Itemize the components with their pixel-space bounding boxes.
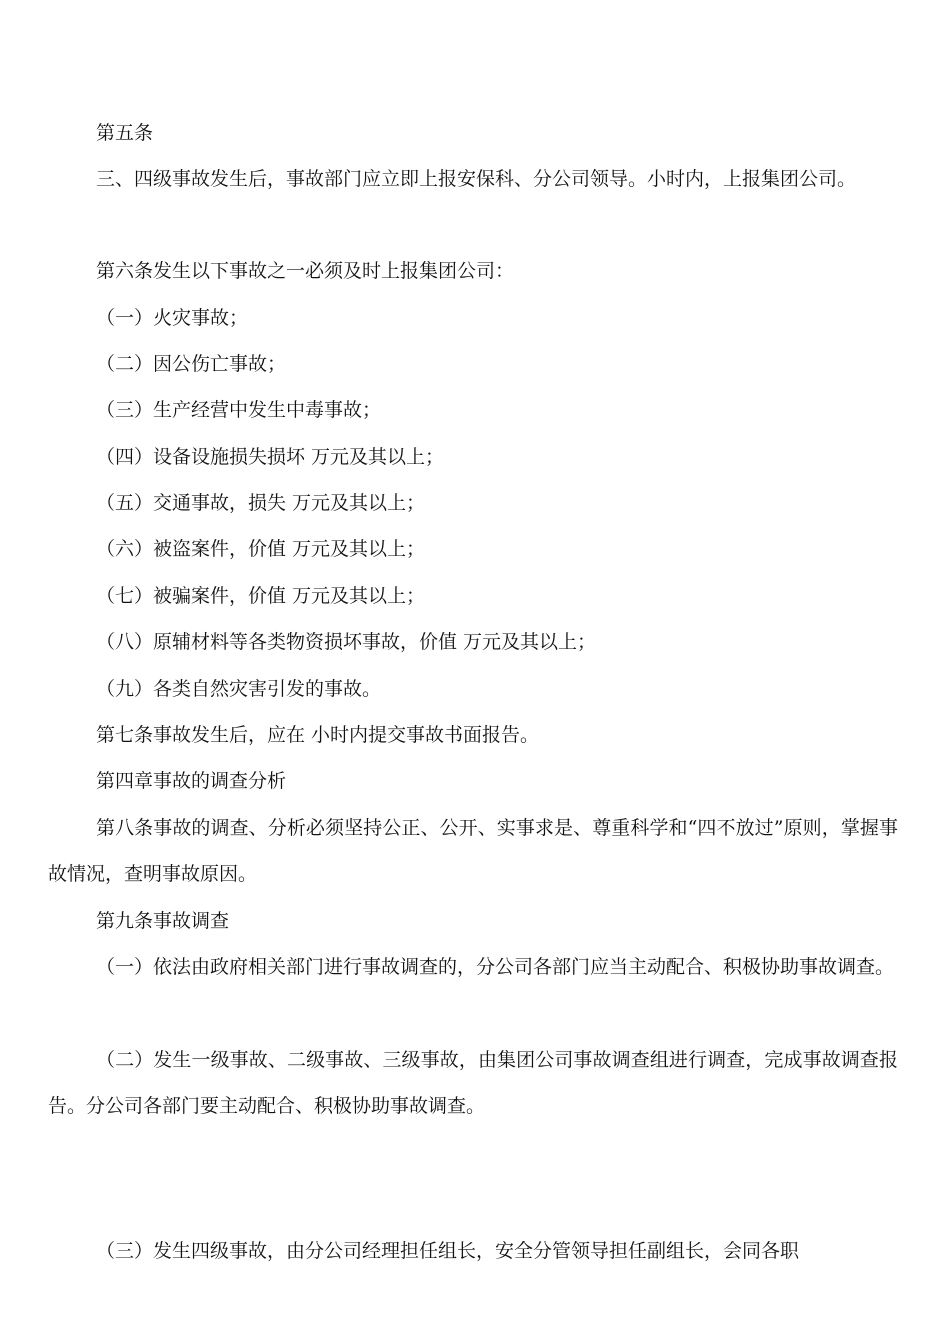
list-item-4: （四）设备设施损失损坏 万元及其以上； <box>96 446 445 468</box>
article-5-text: 三、四级事故发生后，事故部门应立即上报安保科、分公司领导。小时内，上报集团公司。 <box>96 168 857 190</box>
list-item-7: （七）被骗案件，价值 万元及其以上； <box>96 585 426 607</box>
list-item-2: （二）因公伤亡事故； <box>96 353 287 375</box>
article-7-text: 第七条事故发生后，应在 小时内提交事故书面报告。 <box>96 724 540 746</box>
list-item-5: （五）交通事故，损失 万元及其以上； <box>96 492 426 514</box>
list-item-3: （三）生产经营中发生中毒事故； <box>96 399 382 421</box>
article-5-heading: 第五条 <box>96 122 154 144</box>
article-8-text: 第八条事故的调查、分析必须坚持公正、公开、实事求是、尊重科学和“四不放过”原则，掌握事故情况，查明事故原因。 <box>48 817 898 885</box>
article-9-item-2: （二）发生一级事故、二级事故、三级事故，由集团公司事故调查组进行调查，完成事故调查报告。分公司各部门要主动配合、积极协助事故调查。 <box>48 1049 898 1117</box>
article-9-heading: 第九条事故调查 <box>96 910 230 932</box>
article-6-heading: 第六条发生以下事故之一必须及时上报集团公司： <box>96 260 515 282</box>
list-item-6: （六）被盗案件，价值 万元及其以上； <box>96 538 426 560</box>
article-9-item-1: （一）依法由政府相关部门进行事故调查的，分公司各部门应当主动配合、积极协助事故调查。 <box>96 956 895 978</box>
article-9-item-3: （三）发生四级事故，由分公司经理担任组长，安全分管领导担任副组长，会同各职 <box>96 1240 800 1262</box>
chapter-4-heading: 第四章事故的调查分析 <box>96 770 287 792</box>
list-item-9: （九）各类自然灾害引发的事故。 <box>96 678 382 700</box>
list-item-8: （八）原辅材料等各类物资损坏事故，价值 万元及其以上； <box>96 631 597 653</box>
list-item-1: （一）火灾事故； <box>96 307 249 329</box>
